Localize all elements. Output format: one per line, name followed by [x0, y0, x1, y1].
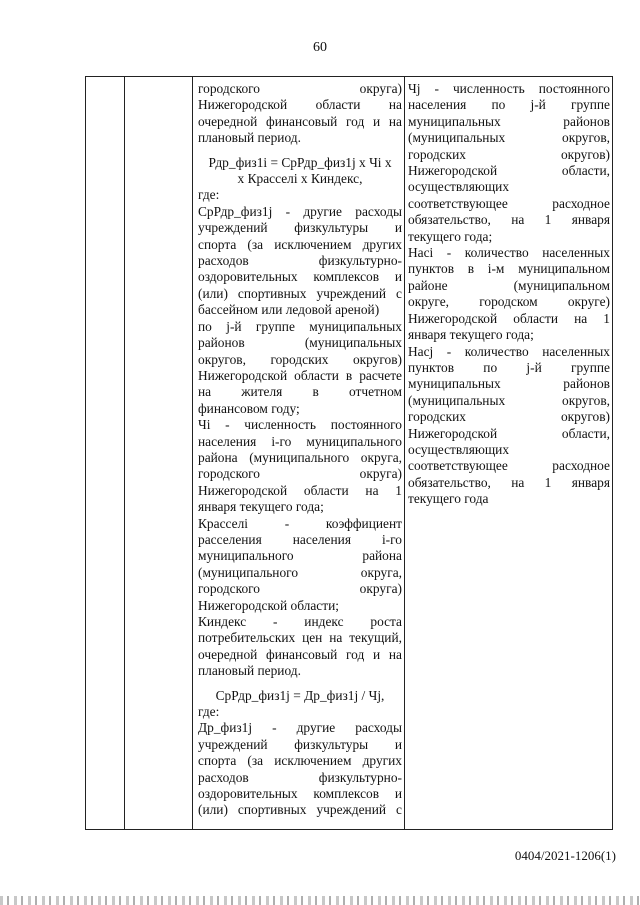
- text-line: Др_физ1j - другие расходы: [198, 720, 402, 736]
- text-line: Нижегородской области в расчете: [198, 367, 402, 383]
- text-line: где:: [198, 704, 220, 720]
- text-block: [198, 516, 402, 598]
- text-line: Нижегородской области на 1: [198, 482, 402, 498]
- text-line: где:: [198, 187, 220, 203]
- text-line: населения i-го муниципального: [198, 433, 402, 449]
- column-divider: [124, 77, 125, 829]
- text-block: [408, 458, 610, 491]
- text-line: обязательство, на 1 января: [408, 474, 610, 490]
- text-line: Насi - количество населенных: [408, 245, 610, 261]
- text-line: населения по j-й группе: [408, 97, 610, 113]
- text-line: плановый период.: [198, 663, 301, 679]
- text-line: обязательство, на 1 января: [408, 212, 610, 228]
- text-line: на жителя в отчетном: [198, 384, 402, 400]
- text-line: городского округа): [198, 581, 402, 597]
- document-table: [85, 76, 613, 830]
- text-block: [198, 319, 402, 401]
- text-line: районе (муниципальном: [408, 277, 610, 293]
- column-divider: [192, 77, 193, 829]
- text-line: текущего года;: [408, 228, 493, 244]
- text-line: расходов физкультурно-: [198, 253, 402, 269]
- text-line: осуществляющих: [408, 179, 510, 195]
- text-line: пунктов по j-й группе: [408, 359, 610, 375]
- text-line: Нижегородской области,: [408, 163, 610, 179]
- text-block: [198, 81, 402, 130]
- text-line: очередной финансовый год и на: [198, 113, 402, 129]
- text-line: округе, городском округе): [408, 294, 610, 310]
- text-line: (или) спортивных учреждений с: [198, 802, 402, 818]
- document-id: 0404/2021-1206(1): [514, 848, 616, 863]
- text-line: осуществляющих: [408, 441, 510, 457]
- text-line: Чi - численность постоянного: [198, 417, 402, 433]
- text-line: районов (муниципальных: [198, 335, 402, 351]
- text-line: СрРдр_физ1j - другие расходы: [198, 203, 402, 219]
- text-line: Красселi - коэффициент: [198, 515, 402, 531]
- text-line: округов, городских округов): [198, 351, 402, 367]
- text-line: соответствующее расходное: [408, 458, 610, 474]
- text-block: [198, 204, 402, 302]
- text-line: расселения населения i-го: [198, 531, 402, 547]
- text-block: [408, 344, 610, 442]
- text-line: плановый период.: [198, 130, 301, 146]
- text-block: [198, 614, 402, 663]
- text-line: (муниципального округа,: [198, 564, 402, 580]
- text-block: [408, 245, 610, 327]
- text-line: соответствующее расходное: [408, 195, 610, 211]
- text-line: Нижегородской области на: [198, 97, 402, 113]
- text-line: бассейном или ледовой ареной): [198, 302, 380, 318]
- text-block: [408, 196, 610, 229]
- text-line: городских округов): [408, 409, 610, 425]
- text-line: Нижегородской области,: [408, 425, 610, 441]
- formula-block: [198, 688, 402, 704]
- text-line: учреждений физкультуры и: [198, 736, 402, 752]
- text-line: текущего года: [408, 491, 489, 507]
- page-number: 60: [313, 40, 327, 55]
- text-line: городского округа): [198, 466, 402, 482]
- formula-line: х Красселi х Киндекс,: [237, 171, 363, 187]
- column-divider: [404, 77, 405, 829]
- text-line: пунктов в i-м муниципальном: [408, 261, 610, 277]
- text-line: (или) спортивных учреждений с: [198, 285, 402, 301]
- scan-artifact-edge: [0, 896, 640, 905]
- text-line: района (муниципального округа,: [198, 449, 402, 465]
- text-line: (муниципальных округов,: [408, 392, 610, 408]
- text-line: Нижегородской области на 1: [408, 310, 610, 326]
- text-line: потребительских цен на текущий,: [198, 630, 402, 646]
- text-line: Насj - количество населенных: [408, 343, 610, 359]
- text-line: расходов физкультурно-: [198, 769, 402, 785]
- text-line: (муниципальных округов,: [408, 130, 610, 146]
- text-line: спорта (за исключением других: [198, 753, 402, 769]
- text-line: оздоровительных комплексов и: [198, 786, 402, 802]
- text-line: Чj - численность постоянного: [408, 81, 610, 96]
- text-line: городских округов): [408, 146, 610, 162]
- formula-block: [198, 155, 402, 188]
- method-description-column: [198, 81, 402, 819]
- text-line: Киндекс - индекс роста: [198, 614, 402, 629]
- text-line: спорта (за исключением других: [198, 236, 402, 252]
- text-block: [198, 417, 402, 499]
- text-block: [198, 720, 402, 818]
- text-line: муниципальных районов: [408, 113, 610, 129]
- variable-definitions-column: [408, 81, 610, 508]
- text-line: Нижегородской области;: [198, 597, 339, 613]
- text-line: января текущего года;: [408, 327, 534, 343]
- text-block: [408, 81, 610, 179]
- text-line: по j-й группе муниципальных: [198, 318, 402, 334]
- text-line: очередной финансовый год и на: [198, 646, 402, 662]
- text-line: финансовом году;: [198, 400, 300, 416]
- text-line: оздоровительных комплексов и: [198, 269, 402, 285]
- formula-line: СрРдр_физ1j = Др_физ1j / Чj,: [215, 687, 385, 703]
- formula-line: Рдр_физ1i = СрРдр_физ1j х Чi х: [208, 154, 392, 170]
- text-line: муниципального района: [198, 548, 402, 564]
- text-line: учреждений физкультуры и: [198, 220, 402, 236]
- text-line: муниципальных районов: [408, 376, 610, 392]
- text-line: городского округа): [198, 81, 402, 96]
- text-line: января текущего года;: [198, 499, 324, 515]
